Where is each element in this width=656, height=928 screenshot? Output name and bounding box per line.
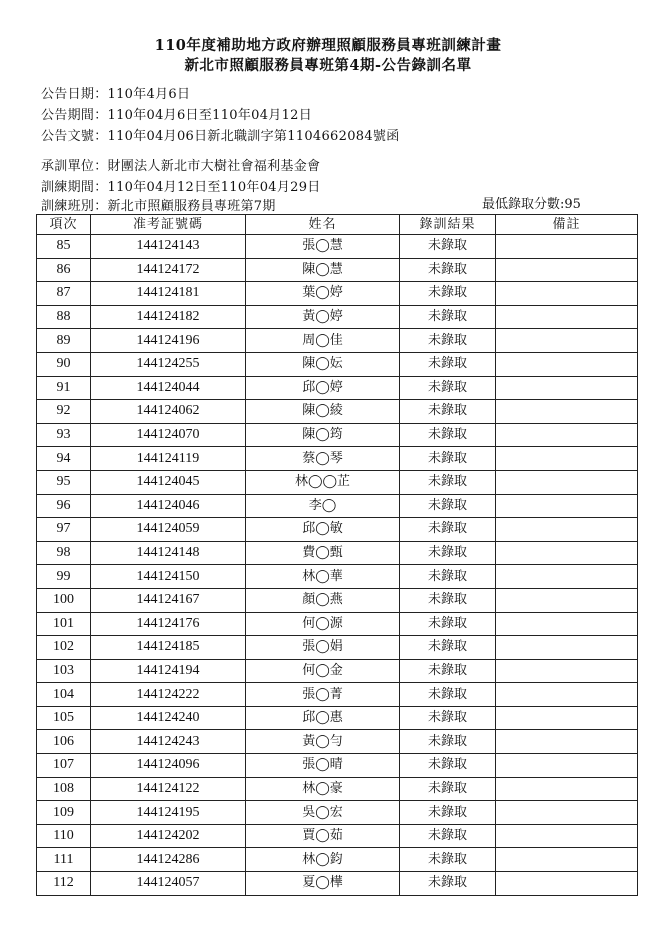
item-number: 99 — [37, 565, 91, 589]
item-number: 112 — [37, 872, 91, 896]
applicant-name: 張◯菁 — [246, 683, 400, 707]
remarks — [496, 565, 638, 589]
remarks — [496, 706, 638, 730]
item-number: 98 — [37, 541, 91, 565]
item-number: 106 — [37, 730, 91, 754]
table-row — [37, 824, 638, 848]
admission-result: 未錄取 — [400, 683, 496, 707]
admission-result: 未錄取 — [400, 400, 496, 424]
remarks — [496, 824, 638, 848]
applicant-name: 邱◯惠 — [246, 706, 400, 730]
admission-ticket-number: 144124286 — [91, 848, 246, 872]
admission-ticket-number: 144124059 — [91, 518, 246, 542]
header-name: 姓名 — [246, 215, 400, 235]
table-row — [37, 801, 638, 825]
remarks — [496, 258, 638, 282]
remarks — [496, 636, 638, 660]
admission-result: 未錄取 — [400, 801, 496, 825]
admission-ticket-number: 144124195 — [91, 801, 246, 825]
applicant-name: 林◯豪 — [246, 777, 400, 801]
item-number: 95 — [37, 470, 91, 494]
applicant-name: 陳◯綾 — [246, 400, 400, 424]
applicant-name: 蔡◯琴 — [246, 447, 400, 471]
table-row — [37, 848, 638, 872]
table-header-row — [37, 215, 638, 235]
announce-period: 公告期間：110年04月6日至110年04月12日 — [41, 108, 313, 123]
admission-ticket-number: 144124148 — [91, 541, 246, 565]
table-row — [37, 872, 638, 896]
remarks — [496, 848, 638, 872]
remarks — [496, 494, 638, 518]
admission-ticket-number: 144124196 — [91, 329, 246, 353]
admission-ticket-number: 144124044 — [91, 376, 246, 400]
remarks — [496, 588, 638, 612]
remarks — [496, 376, 638, 400]
applicant-name: 李◯ — [246, 494, 400, 518]
table-row — [37, 376, 638, 400]
table-body — [37, 235, 638, 896]
remarks — [496, 730, 638, 754]
admission-result: 未錄取 — [400, 754, 496, 778]
admission-result: 未錄取 — [400, 282, 496, 306]
admission-ticket-number: 144124122 — [91, 777, 246, 801]
admission-ticket-number: 144124222 — [91, 683, 246, 707]
admission-ticket-number: 144124062 — [91, 400, 246, 424]
announce-document-number: 公告文號：110年04月06日新北職訓字第1104662084號函 — [41, 129, 400, 144]
item-number: 102 — [37, 636, 91, 660]
admission-ticket-number: 144124240 — [91, 706, 246, 730]
document-title: 110年度補助地方政府辦理照顧服務員專班訓練計畫 — [154, 37, 502, 54]
item-number: 85 — [37, 235, 91, 259]
table-row — [37, 683, 638, 707]
table-row — [37, 329, 638, 353]
item-number: 88 — [37, 305, 91, 329]
table-row — [37, 518, 638, 542]
applicant-name: 陳◯筠 — [246, 423, 400, 447]
applicant-name: 夏◯樺 — [246, 872, 400, 896]
item-number: 89 — [37, 329, 91, 353]
applicant-name: 林◯鈞 — [246, 848, 400, 872]
applicant-name: 吳◯宏 — [246, 801, 400, 825]
item-number: 94 — [37, 447, 91, 471]
table-row — [37, 352, 638, 376]
admission-result: 未錄取 — [400, 588, 496, 612]
item-number: 110 — [37, 824, 91, 848]
remarks — [496, 447, 638, 471]
remarks — [496, 282, 638, 306]
admission-result: 未錄取 — [400, 376, 496, 400]
item-number: 87 — [37, 282, 91, 306]
table-row — [37, 777, 638, 801]
admission-ticket-number: 144124046 — [91, 494, 246, 518]
admission-ticket-number: 144124185 — [91, 636, 246, 660]
remarks — [496, 801, 638, 825]
admission-ticket-number: 144124176 — [91, 612, 246, 636]
item-number: 100 — [37, 588, 91, 612]
admission-ticket-number: 144124167 — [91, 588, 246, 612]
table-row — [37, 659, 638, 683]
remarks — [496, 235, 638, 259]
admission-result: 未錄取 — [400, 352, 496, 376]
remarks — [496, 754, 638, 778]
remarks — [496, 518, 638, 542]
header-remarks: 備註 — [496, 215, 638, 235]
item-number: 90 — [37, 352, 91, 376]
minimum-admission-score: 最低錄取分數:95 — [482, 197, 581, 212]
applicant-name: 賈◯茹 — [246, 824, 400, 848]
applicant-name: 何◯源 — [246, 612, 400, 636]
admission-ticket-number: 144124096 — [91, 754, 246, 778]
table-row — [37, 541, 638, 565]
admission-result: 未錄取 — [400, 777, 496, 801]
admission-ticket-number: 144124202 — [91, 824, 246, 848]
applicant-name: 張◯晴 — [246, 754, 400, 778]
item-number: 96 — [37, 494, 91, 518]
applicant-name: 黃◯婷 — [246, 305, 400, 329]
applicant-name: 邱◯敏 — [246, 518, 400, 542]
admission-results-table — [36, 214, 638, 896]
table-row — [37, 470, 638, 494]
applicant-name: 葉◯婷 — [246, 282, 400, 306]
admission-ticket-number: 144124119 — [91, 447, 246, 471]
applicant-name: 周◯佳 — [246, 329, 400, 353]
table-row — [37, 494, 638, 518]
item-number: 111 — [37, 848, 91, 872]
remarks — [496, 400, 638, 424]
table-row — [37, 636, 638, 660]
table-row — [37, 754, 638, 778]
header-result: 錄訓結果 — [400, 215, 496, 235]
remarks — [496, 423, 638, 447]
remarks — [496, 777, 638, 801]
admission-ticket-number: 144124243 — [91, 730, 246, 754]
remarks — [496, 541, 638, 565]
admission-ticket-number: 144124143 — [91, 235, 246, 259]
announce-date: 公告日期：110年4月6日 — [41, 87, 191, 102]
admission-ticket-number: 144124070 — [91, 423, 246, 447]
training-class: 訓練班別：新北市照顧服務員專班第7期 — [41, 199, 276, 214]
item-number: 103 — [37, 659, 91, 683]
admission-result: 未錄取 — [400, 305, 496, 329]
remarks — [496, 305, 638, 329]
applicant-name: 張◯娟 — [246, 636, 400, 660]
remarks — [496, 872, 638, 896]
header-item-number: 項次 — [37, 215, 91, 235]
admission-result: 未錄取 — [400, 258, 496, 282]
applicant-name: 費◯甄 — [246, 541, 400, 565]
applicant-name: 邱◯婷 — [246, 376, 400, 400]
applicant-name: 林◯華 — [246, 565, 400, 589]
table-row — [37, 588, 638, 612]
remarks — [496, 352, 638, 376]
remarks — [496, 683, 638, 707]
applicant-name: 陳◯妘 — [246, 352, 400, 376]
admission-result: 未錄取 — [400, 848, 496, 872]
applicant-name: 何◯金 — [246, 659, 400, 683]
admission-result: 未錄取 — [400, 329, 496, 353]
document-subtitle: 新北市照顧服務員專班第4期-公告錄訓名單 — [184, 57, 472, 74]
admission-result: 未錄取 — [400, 423, 496, 447]
admission-result: 未錄取 — [400, 447, 496, 471]
remarks — [496, 659, 638, 683]
table-row — [37, 400, 638, 424]
applicant-name: 張◯慧 — [246, 235, 400, 259]
item-number: 101 — [37, 612, 91, 636]
admission-ticket-number: 144124045 — [91, 470, 246, 494]
applicant-name: 顏◯燕 — [246, 588, 400, 612]
applicant-name: 林◯◯芷 — [246, 470, 400, 494]
table-row — [37, 447, 638, 471]
item-number: 93 — [37, 423, 91, 447]
table-row — [37, 423, 638, 447]
admission-result: 未錄取 — [400, 659, 496, 683]
table-row — [37, 235, 638, 259]
item-number: 92 — [37, 400, 91, 424]
admission-result: 未錄取 — [400, 706, 496, 730]
admission-result: 未錄取 — [400, 518, 496, 542]
header-admission-ticket: 准考証號碼 — [91, 215, 246, 235]
item-number: 104 — [37, 683, 91, 707]
admission-result: 未錄取 — [400, 470, 496, 494]
admission-result: 未錄取 — [400, 494, 496, 518]
admission-ticket-number: 144124172 — [91, 258, 246, 282]
remarks — [496, 612, 638, 636]
table-row — [37, 565, 638, 589]
admission-ticket-number: 144124057 — [91, 872, 246, 896]
table-row — [37, 612, 638, 636]
admission-ticket-number: 144124182 — [91, 305, 246, 329]
table-row — [37, 258, 638, 282]
table-row — [37, 305, 638, 329]
item-number: 91 — [37, 376, 91, 400]
admission-ticket-number: 144124150 — [91, 565, 246, 589]
item-number: 86 — [37, 258, 91, 282]
applicant-name: 陳◯慧 — [246, 258, 400, 282]
training-organizer: 承訓單位：財團法人新北市大樹社會福利基金會 — [41, 159, 321, 174]
applicant-name: 黃◯勻 — [246, 730, 400, 754]
admission-result: 未錄取 — [400, 235, 496, 259]
item-number: 109 — [37, 801, 91, 825]
admission-result: 未錄取 — [400, 824, 496, 848]
admission-ticket-number: 144124181 — [91, 282, 246, 306]
admission-result: 未錄取 — [400, 612, 496, 636]
training-period: 訓練期間：110年04月12日至110年04月29日 — [41, 180, 321, 195]
admission-ticket-number: 144124194 — [91, 659, 246, 683]
item-number: 97 — [37, 518, 91, 542]
table-row — [37, 282, 638, 306]
item-number: 105 — [37, 706, 91, 730]
remarks — [496, 329, 638, 353]
remarks — [496, 470, 638, 494]
admission-result: 未錄取 — [400, 541, 496, 565]
table-row — [37, 706, 638, 730]
admission-ticket-number: 144124255 — [91, 352, 246, 376]
admission-result: 未錄取 — [400, 730, 496, 754]
admission-result: 未錄取 — [400, 872, 496, 896]
table-row — [37, 730, 638, 754]
admission-result: 未錄取 — [400, 636, 496, 660]
admission-result: 未錄取 — [400, 565, 496, 589]
item-number: 108 — [37, 777, 91, 801]
item-number: 107 — [37, 754, 91, 778]
